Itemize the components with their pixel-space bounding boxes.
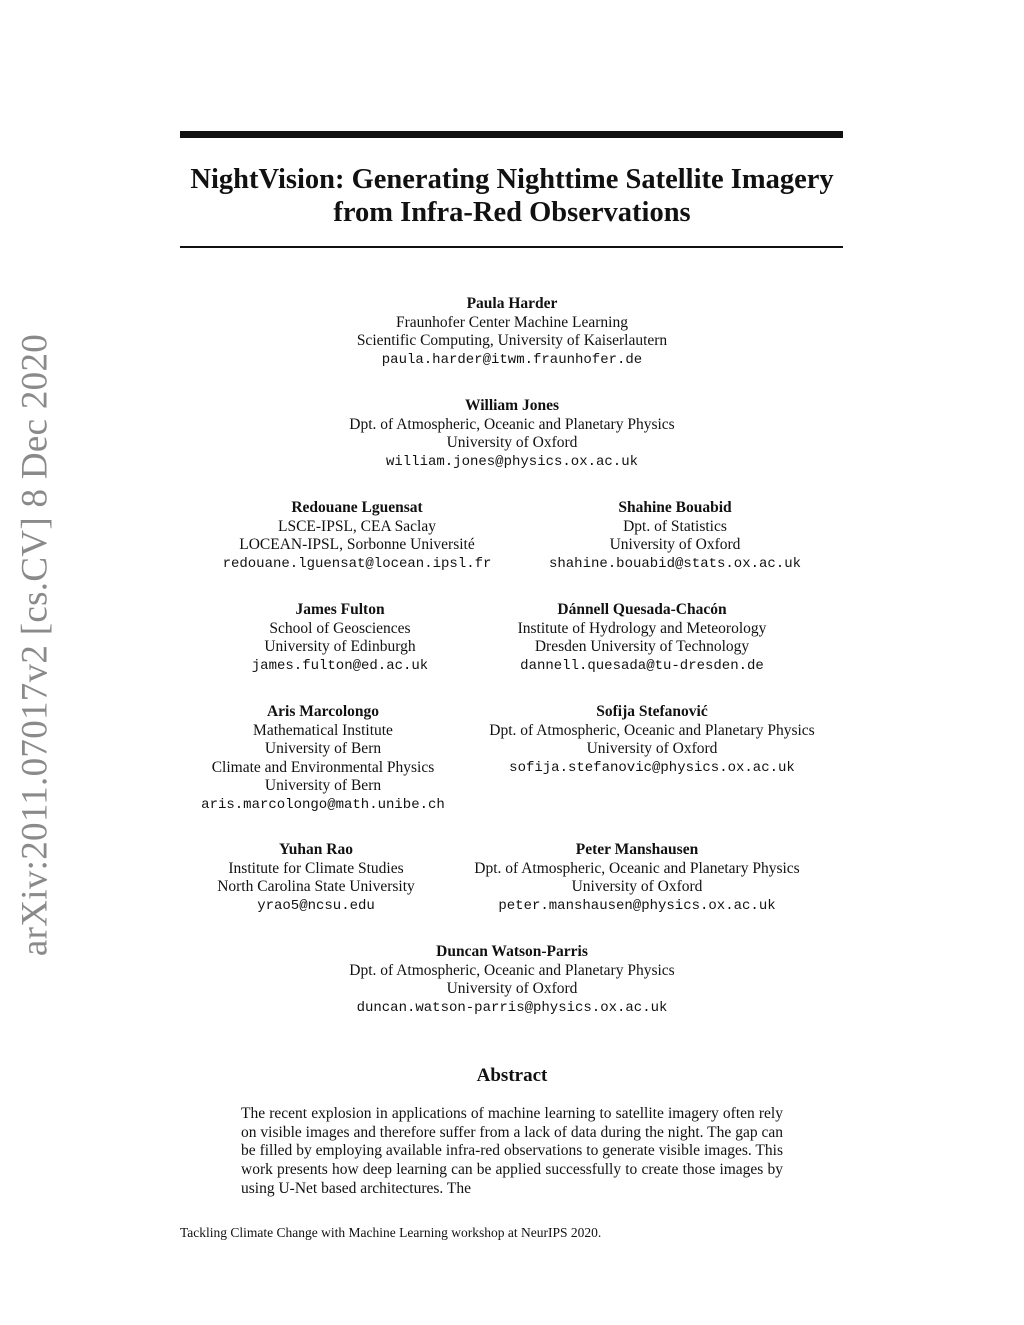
- author-affiliation: Dpt. of Atmospheric, Oceanic and Planetary Physics: [489, 721, 815, 739]
- author-email[interactable]: dannell.quesada@tu-dresden.de: [520, 657, 764, 674]
- paper-title-line-2: from Infra-Red Observations: [333, 197, 691, 228]
- author-name: Duncan Watson-Parris: [436, 943, 588, 960]
- author-email[interactable]: peter.manshausen@physics.ox.ac.uk: [498, 897, 776, 914]
- title-bottom-rule: [180, 246, 843, 248]
- arxiv-identifier-stamp: arXiv:2011.07017v2 [cs.CV] 8 Dec 2020: [14, 333, 56, 957]
- author-name: Dánnell Quesada-Chacón: [557, 601, 727, 618]
- author-block: [525, 499, 825, 573]
- author-name: Paula Harder: [466, 295, 558, 312]
- author-block: [207, 499, 507, 573]
- author-name: William Jones: [464, 397, 559, 414]
- author-name: James Fulton: [295, 601, 385, 618]
- author-name: Peter Manshausen: [575, 841, 699, 858]
- author-name: Redouane Lguensat: [291, 499, 423, 516]
- author-email[interactable]: yrao5@ncsu.edu: [257, 897, 375, 914]
- author-affiliation: Institute for Climate Studies: [228, 859, 404, 877]
- title-top-rule: [180, 131, 843, 138]
- paper-title-line-1: NightVision: Generating Nighttime Satellite Imagery: [190, 164, 834, 195]
- arxiv-sidebar: [0, 333, 70, 957]
- author-affiliation: School of Geosciences: [269, 619, 411, 637]
- author-affiliation: University of Bern: [264, 777, 382, 794]
- author-email[interactable]: sofija.stefanovic@physics.ox.ac.uk: [509, 759, 795, 776]
- author-affiliation: Dpt. of Atmospheric, Oceanic and Planetary Physics: [349, 961, 675, 979]
- author-block: [492, 601, 792, 675]
- author-affiliation: University of Bern: [264, 740, 382, 757]
- author-email[interactable]: james.fulton@ed.ac.uk: [251, 657, 429, 674]
- paper-title: [150, 163, 874, 229]
- author-affiliation: Mathematical Institute: [253, 721, 393, 739]
- author-email[interactable]: duncan.watson-parris@physics.ox.ac.uk: [356, 999, 668, 1016]
- author-affiliation: Dpt. of Atmospheric, Oceanic and Planetary Physics: [474, 859, 800, 877]
- author-affiliation: Scientific Computing, University of Kaiserlautern: [356, 332, 668, 349]
- abstract-heading: Abstract: [476, 1065, 548, 1086]
- author-affiliation: Institute of Hydrology and Meteorology: [517, 619, 767, 637]
- author-affiliation: University of Oxford: [571, 878, 703, 895]
- author-affiliation: Dpt. of Atmospheric, Oceanic and Planetary Physics: [349, 415, 675, 433]
- author-affiliation: University of Oxford: [586, 740, 718, 757]
- author-block: [467, 703, 837, 777]
- author-email[interactable]: william.jones@physics.ox.ac.uk: [385, 453, 639, 470]
- author-affiliation: University of Edinburgh: [264, 638, 416, 655]
- author-affiliation: University of Oxford: [446, 980, 578, 997]
- author-block: [312, 295, 712, 369]
- author-block: [312, 397, 712, 471]
- author-affiliation: LOCEAN-IPSL, Sorbonne Université: [239, 536, 475, 553]
- author-affiliation: Climate and Environmental Physics: [211, 758, 435, 776]
- author-email[interactable]: redouane.lguensat@locean.ipsl.fr: [222, 555, 492, 572]
- author-affiliation: University of Oxford: [446, 434, 578, 451]
- author-block: [452, 841, 822, 915]
- author-email[interactable]: paula.harder@itwm.fraunhofer.de: [381, 351, 643, 368]
- author-name: Sofija Stefanović: [596, 703, 708, 720]
- author-email[interactable]: shahine.bouabid@stats.ox.ac.uk: [548, 555, 802, 572]
- author-email[interactable]: aris.marcolongo@math.unibe.ch: [201, 796, 445, 813]
- author-name: Yuhan Rao: [279, 841, 353, 858]
- author-affiliation: LSCE-IPSL, CEA Saclay: [277, 517, 436, 535]
- author-affiliation: Dresden University of Technology: [534, 638, 750, 655]
- author-affiliation: University of Oxford: [609, 536, 741, 553]
- author-affiliation: Fraunhofer Center Machine Learning: [396, 313, 628, 331]
- footnote: Tackling Climate Change with Machine Learning workshop at NeurIPS 2020.: [180, 1225, 602, 1240]
- author-block: [183, 703, 463, 814]
- author-name: Shahine Bouabid: [618, 499, 732, 516]
- author-affiliation: Dpt. of Statistics: [623, 517, 727, 535]
- author-block: [312, 943, 712, 1017]
- abstract-text: The recent explosion in applications of machine learning to satellite imagery often rely on visible images and therefore suffer from a lack of data during the night. The gap can be filled by employing available infra-red observations to generate visible images. This work presents how deep learning can be applied successfully to create those images by using U-Net based architectures. The: [241, 1105, 783, 1197]
- author-name: Aris Marcolongo: [266, 703, 380, 720]
- author-block: [220, 601, 460, 675]
- author-affiliation: North Carolina State University: [217, 878, 415, 895]
- author-block: [196, 841, 436, 915]
